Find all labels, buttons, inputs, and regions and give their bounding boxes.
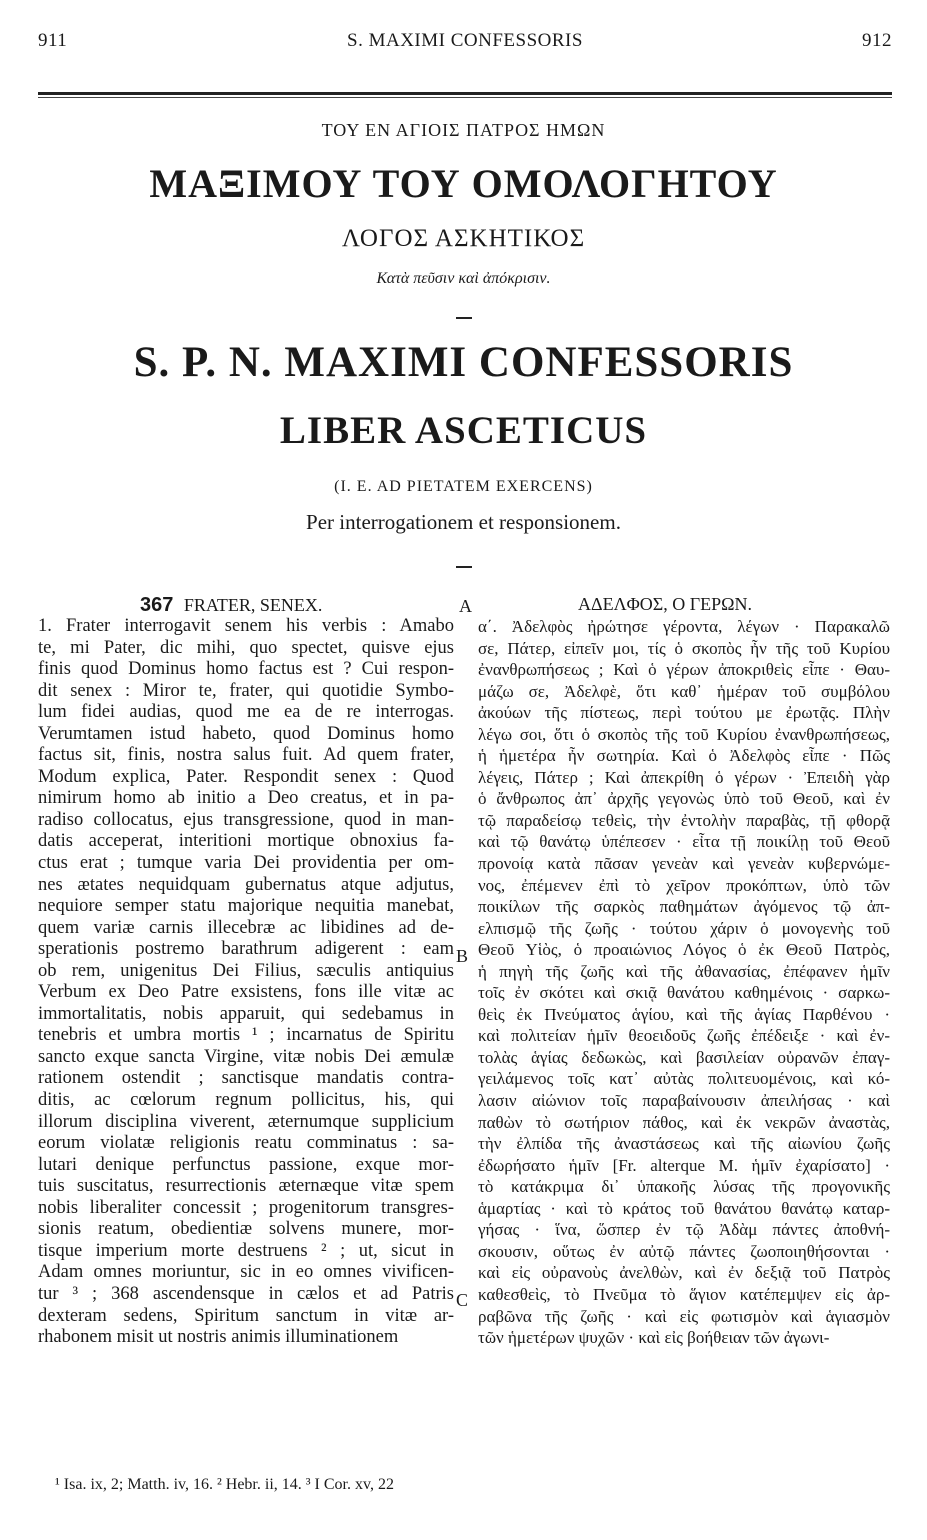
greek-text-line: τὸ κατάκριμα δι᾽ ὑπακοῆς λύσας τῆς προγονικῆς bbox=[478, 1177, 890, 1197]
greek-text-line: λέγεις, Πάτερ ; Καὶ ἀπεκρίθη ὁ γέρων · Ἐπειδὴ γὰρ bbox=[478, 767, 890, 787]
latin-text-line: tenebris et umbra mortis ¹ ; incarnatus de Spiritu bbox=[38, 1025, 454, 1046]
greek-text-line: τοῖς ἐν σκότει καὶ σκιᾷ θανάτου καθημένοις · σαρκω- bbox=[478, 983, 890, 1003]
greek-text-line: τολὰς ἁγίας δεδωκὼς, καὶ βασιλείαν οὐρανῶν ἐπαγ- bbox=[478, 1047, 890, 1067]
greek-text-line: νος, ἐπέμενεν ἐπὶ τὸ χεῖρον προκόπτων, ὑπὸ τῶν bbox=[478, 875, 890, 895]
greek-text-line: ραβῶνα τῆς ζωῆς · καὶ εἰς φωτισμὸν καὶ ἁγιασμὸν bbox=[478, 1306, 890, 1326]
latin-text-line: nimirum homo ab initio a Deo creatus, et in pa- bbox=[38, 788, 454, 809]
latin-text-line: 1. Frater interrogavit senem his verbis : Amabo bbox=[38, 616, 454, 636]
latin-title: S. P. N. MAXIMI CONFESSORIS bbox=[133, 339, 794, 386]
margin-marker-a: A bbox=[459, 596, 472, 616]
greek-text-line: τῷ παραδείσῳ τεθεὶς, τὴν ἐντολὴν παραβὰς, τῇ φθορᾷ bbox=[478, 810, 890, 830]
greek-text-line: ἐνανθρωπήσεως ; Καὶ ὁ γέρων ἀποκριθεὶς εἶπε · Θαυ- bbox=[478, 660, 890, 680]
latin-text-line: tur ³ ; 368 ascendensque in cælos et ad Patris bbox=[38, 1283, 454, 1304]
greek-text-line: καθεσθεὶς, τὸ Πνεῦμα τὸ ἅγιον κατέπεμψεν εἰς ἀρ- bbox=[478, 1284, 890, 1304]
latin-text-line: illorum disciplina viverent, æternumque supplicium bbox=[38, 1111, 454, 1132]
latin-text-line: ditis, ac cœlorum regnum pollicitus, his, qui bbox=[38, 1090, 454, 1111]
latin-text-line: tisque imperium morte destruens ² ; ut, sicut in bbox=[38, 1240, 454, 1261]
greek-text-line: καὶ πολιτείαν ἡμῖν θεοειδοῦς ζωῆς ἐπέδειξε · καὶ ἐν- bbox=[478, 1026, 890, 1046]
latin-text-line: Verbum ex Deo Patre exsistens, fons ille vitæ ac bbox=[38, 982, 454, 1003]
margin-marker-b: B bbox=[456, 946, 469, 966]
section-divider bbox=[456, 566, 472, 568]
column-marker-367: 367 bbox=[140, 594, 174, 616]
running-title: S. MAXIMI CONFESSORIS bbox=[347, 30, 583, 51]
latin-text-line: ob rem, unigenitus Dei Filius, sæculis antiquius bbox=[38, 960, 454, 981]
latin-text-line: datis acceperat, interitioni mortique obnoxius fa- bbox=[38, 831, 454, 852]
greek-text-line: λέγω σοι, ὅτι ὁ σκοπὸς τῆς τοῦ Κυρίου ἐνανθρωπήσεως, bbox=[478, 724, 890, 744]
greek-text-line: σε, Πάτερ, εἰπεῖν μοι, τίς ὁ σκοπὸς ἦν τῆς τοῦ Κυρίου bbox=[478, 638, 890, 658]
header-rule-thin bbox=[38, 97, 892, 98]
greek-text-line: τὴν ἐλπίδα τῆς ἀναστάσεως καὶ τῆς αἰωνίου ζωῆς bbox=[478, 1134, 890, 1154]
latin-text-line: dit senex : Miror te, frater, qui quotidie Symbo- bbox=[38, 680, 454, 701]
header-rule bbox=[38, 92, 892, 95]
greek-text-line: προνοίᾳ κατὰ πᾶσαν γενεὰν καὶ γενεὰν κυβερνώμε- bbox=[478, 854, 890, 874]
latin-text-line: sperationis postremo barathrum adigerent : eam bbox=[38, 939, 454, 960]
greek-text-line: λασιν αἰώνιον τοῖς παραβαίνουσιν ἀπειλήσας · καὶ bbox=[478, 1091, 890, 1111]
latin-text-column bbox=[38, 616, 454, 1349]
greek-text-line: γήσας · ἵνα, ὥσπερ ἐν τῷ Ἀδὰμ πάντες ἀποθνή- bbox=[478, 1220, 890, 1240]
latin-text-line: immortalitatis, nobis apparuit, qui sedebamus in bbox=[38, 1003, 454, 1024]
latin-text-line: nes ætates nequidquam gubernatus atque adjutus, bbox=[38, 874, 454, 895]
greek-text-line: γειλάμενος τοῖς κατ᾽ αὐτὰς πολιτευομένοις, καὶ κό- bbox=[478, 1069, 890, 1089]
greek-subtitle: ΛΟΓΟΣ ΑΣΚΗΤΙΚΟΣ bbox=[341, 225, 586, 252]
latin-text-line: quem variæ carnis illecebræ ac libidines ad de- bbox=[38, 917, 454, 938]
greek-text-line: ἁμαρτίας · καὶ τὸ κράτος τοῦ θανάτου θανάτῳ καταρ- bbox=[478, 1198, 890, 1218]
running-head bbox=[38, 30, 892, 58]
greek-text-line: ποικίλων τῆς σαρκὸς παθημάτων ἀγόμενος τῷ ἀπ- bbox=[478, 897, 890, 917]
latin-parenthetical: (I. E. AD PIETATEM EXERCENS) bbox=[334, 478, 593, 495]
latin-text-line: lum fidei audias, quod me ea de re interrogas. bbox=[38, 702, 454, 723]
latin-text-line: factus sit, finis, nostra salus fuit. Ad quem frater, bbox=[38, 745, 454, 766]
latin-text-line: Verumtamen istud habeto, quod Dominus homo bbox=[38, 723, 454, 744]
latin-text-line: ctus erat ; tumque varia Dei providentia per om- bbox=[38, 853, 454, 874]
greek-text-line: μάζω σε, Ἀδελφὲ, ὅτι καθ᾽ ἡμέραν τοῦ συμβόλου bbox=[478, 681, 890, 701]
left-heading-text: FRATER, SENEX. bbox=[183, 595, 323, 615]
greek-text-line: ἡ ἡμετέρα ἦν σωτηρία. Καὶ ὁ Ἀδελφὸς εἶπε · Πῶς bbox=[478, 746, 890, 766]
footnotes: ¹ Isa. ix, 2; Matth. iv, 16. ² Hebr. ii, 14. ³ I Cor. xv, 22 bbox=[55, 1476, 394, 1493]
latin-text-line: finis quod Dominus homo factus est ? Cui respon- bbox=[38, 659, 454, 680]
greek-title: ΜΑΞΙΜΟΥ ΤΟΥ ΟΜΟΛΟΓΗΤΟΥ bbox=[149, 161, 778, 206]
greek-text-line: ὁ ἄνθρωπος ἀπ᾽ ἀρχῆς γεγονὼς ὑπὸ τοῦ Θεοῦ, καὶ ἐν bbox=[478, 789, 890, 809]
greek-italic-subtitle: Κατὰ πεῦσιν καὶ ἀπόκρισιν. bbox=[376, 270, 551, 287]
latin-text-line: eorum violatæ religionis reatu comminatus : sa- bbox=[38, 1133, 454, 1154]
latin-text-line: sionis reatum, obedientiæ solvens munere, mor- bbox=[38, 1219, 454, 1240]
latin-text-line: te, mi Pater, dic mihi, quo spectet, quisve ejus bbox=[38, 637, 454, 658]
greek-text-line: σκουσιν, οὕτως ἐν αὐτῷ πάντες ζωοποιηθήσονται · bbox=[478, 1241, 890, 1261]
latin-text-line: sancto exque sancta Virgine, vitæ nobis Dei æmulæ bbox=[38, 1046, 454, 1067]
greek-text-line: Θεοῦ Υἱὸς, ὁ προαιώνιος Λόγος ὁ ἐκ Θεοῦ Πατρὸς, bbox=[478, 940, 890, 960]
latin-text-line: rationem ostendit ; sanctisque mandatis contra- bbox=[38, 1068, 454, 1089]
latin-text-line: rhabonem misit ut nostris animis illuminationem bbox=[38, 1327, 399, 1348]
right-column-heading: ΑΔΕΛΦΟΣ, Ο ΓΕΡΩΝ. bbox=[578, 594, 753, 614]
latin-text-line: radiso collocatus, ejus transgressione, quod in man- bbox=[38, 809, 454, 830]
latin-subtitle: LIBER ASCETICUS bbox=[279, 409, 648, 452]
latin-text-line: Adam omnes moriuntur, sic in eo omnes vivificen- bbox=[38, 1262, 454, 1283]
greek-text-line: ελπισμῷ τῆς ζωῆς · τούτου χάριν ὁ μονογενὴς τοῦ bbox=[478, 918, 890, 938]
greek-text-line: θεὶς ἐκ Πνεύματος ἁγίου, καὶ τῆς ἁγίας Παρθένου · bbox=[478, 1004, 890, 1024]
latin-per-line: Per interrogationem et responsionem. bbox=[306, 510, 621, 534]
greek-heading: ΤΟΥ ΕΝ ΑΓΙΟΙΣ ΠΑΤΡΟΣ ΗΜΩΝ bbox=[321, 120, 606, 140]
greek-text-line: α΄. Ἀδελφὸς ἠρώτησε γέροντα, λέγων · Παρακαλῶ bbox=[478, 617, 890, 636]
greek-text-line: παθὼν τὸ σωτήριον πάθος, καὶ ἐκ νεκρῶν ἀναστὰς, bbox=[478, 1112, 890, 1132]
greek-text-line: ἐδωρήσατο ἡμῖν [Fr. alterque M. ἡμῖν ἐχαρίσατο] · bbox=[478, 1155, 890, 1175]
latin-text-line: dexteram sedens, Spiritum sanctum in vitæ ar- bbox=[38, 1305, 454, 1326]
greek-text-line: καὶ τῷ θανάτῳ ὑπέπεσεν · εἶτα τῇ ποικίλῃ τοῦ Θεοῦ bbox=[478, 832, 890, 852]
latin-text-line: lutari denique perfunctus passione, exque mor- bbox=[38, 1154, 454, 1175]
greek-text-line: καὶ εἰς οὐρανοὺς ἀνελθὼν, καὶ ἐν δεξιᾷ τοῦ Πατρὸς bbox=[478, 1263, 890, 1283]
column-number-left: 911 bbox=[38, 30, 68, 51]
latin-text-line: Modum explica, Pater. Respondit senex : Quod bbox=[38, 766, 454, 787]
column-number-right: 912 bbox=[862, 30, 892, 51]
greek-text-line: ἡ πηγὴ τῆς ζωῆς καὶ τῆς ἀθανασίας, ἐπέφανεν ἡμῖν bbox=[478, 961, 890, 981]
greek-text-line: ἀκούων τῆς πίστεως, περὶ τούτου με ἐρωτᾷς. Πλὴν bbox=[478, 703, 890, 723]
latin-text-line: tuis suscitatus, resurrectionis æternæque vitæ spem bbox=[38, 1176, 454, 1197]
latin-text-line: nequiore semper statu majorique nequitia manebat, bbox=[38, 896, 454, 917]
margin-marker-c: C bbox=[456, 1290, 469, 1310]
left-column-heading bbox=[140, 594, 322, 617]
latin-text-line: nobis liberaliter concessit ; progenitorum transgres- bbox=[38, 1197, 454, 1218]
title-divider bbox=[456, 317, 472, 319]
greek-text-column bbox=[478, 616, 890, 1349]
greek-text-line: τῶν ἡμετέρων ψυχῶν · καὶ εἰς βοήθειαν τῶν ἀγωνι- bbox=[478, 1328, 830, 1348]
